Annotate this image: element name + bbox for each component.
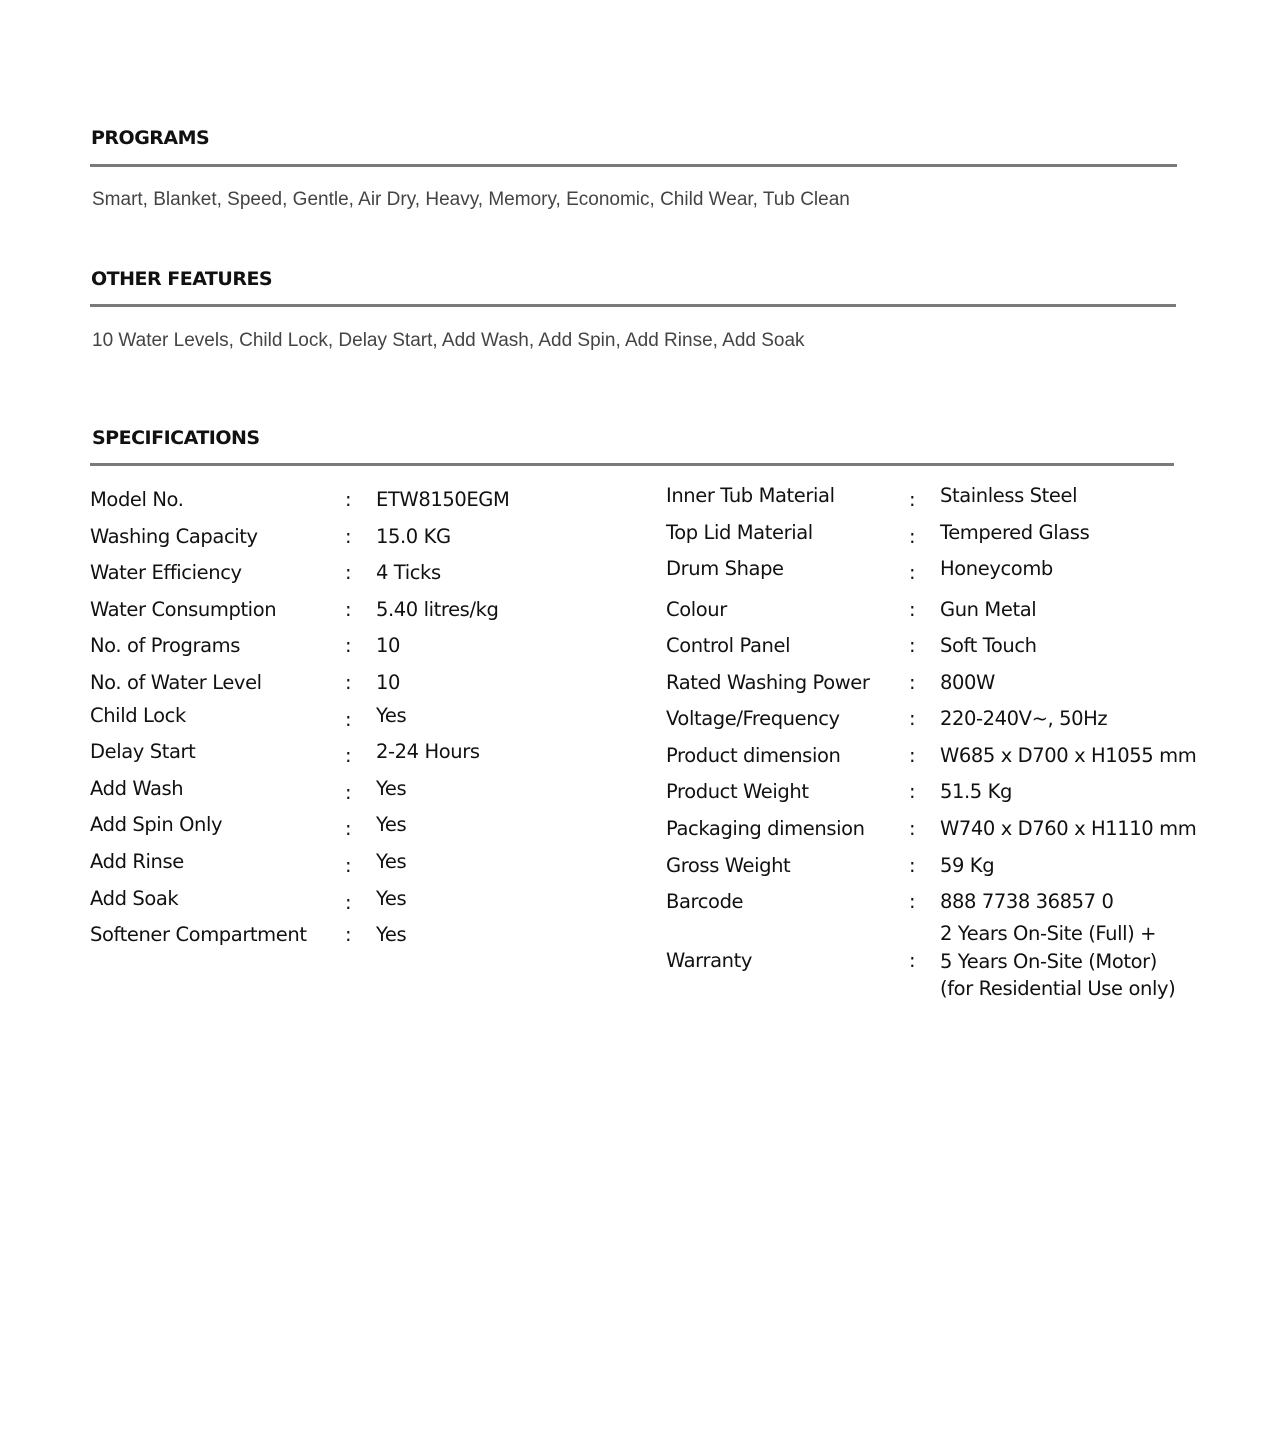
spec-value: Soft Touch [940,634,1037,657]
spec-separator: : [909,890,916,913]
spec-label: Colour [666,598,727,621]
spec-label: Top Lid Material [666,521,813,544]
spec-separator: : [345,923,352,946]
spec-label: Control Panel [666,634,791,657]
spec-value: Honeycomb [940,557,1053,580]
spec-label: Voltage/Frequency [666,707,840,730]
spec-value: 2-24 Hours [376,740,480,763]
spec-label: Water Efficiency [90,561,242,584]
spec-value: Tempered Glass [940,521,1090,544]
spec-separator: : [909,780,916,803]
spec-value: Yes [376,923,407,946]
spec-label: Inner Tub Material [666,484,835,507]
spec-separator: : [909,525,916,548]
specifications-heading: SPECIFICATIONS [92,427,260,449]
spec-value: 5.40 litres/kg [376,598,499,621]
spec-separator: : [345,525,352,548]
spec-value: 10 [376,671,401,694]
spec-separator: : [345,561,352,584]
spec-separator: : [909,671,916,694]
spec-value: 59 Kg [940,854,995,877]
spec-label: Add Spin Only [90,813,223,836]
spec-label: Packaging dimension [666,817,865,840]
spec-value: Gun Metal [940,598,1037,621]
spec-label: Washing Capacity [90,525,258,548]
spec-value: Stainless Steel [940,484,1078,507]
spec-separator: : [909,488,916,511]
spec-separator: : [345,891,352,914]
spec-separator: : [909,854,916,877]
spec-separator: : [909,744,916,767]
spec-separator: : [909,817,916,840]
spec-separator: : [345,488,352,511]
spec-value: W740 x D760 x H1110 mm [940,817,1197,840]
spec-label: Child Lock [90,704,186,727]
spec-value: Yes [376,887,407,910]
spec-label: Product dimension [666,744,841,767]
spec-label: Water Consumption [90,598,277,621]
spec-label: Product Weight [666,780,809,803]
spec-label: Delay Start [90,740,196,763]
spec-label: Add Soak [90,887,179,910]
spec-value: 4 Ticks [376,561,441,584]
spec-separator: : [345,708,352,731]
spec-value: 800W [940,671,995,694]
programs-divider [90,164,1177,167]
spec-label: Model No. [90,488,184,511]
spec-value: 220-240V~, 50Hz [940,707,1108,730]
spec-separator: : [345,744,352,767]
spec-label: Add Wash [90,777,184,800]
spec-label: Warranty [666,949,752,972]
spec-separator: : [909,598,916,621]
spec-separator: : [909,561,916,584]
spec-value: 10 [376,634,401,657]
spec-value: ETW8150EGM [376,488,510,511]
spec-separator: : [345,671,352,694]
other-features-list: 10 Water Levels, Child Lock, Delay Start, Add Wash, Add Spin, Add Rinse, Add Soak [92,330,805,351]
other-features-divider [90,304,1176,307]
spec-separator: : [345,854,352,877]
warranty-line-2: 5 Years On-Site (Motor) [940,950,1157,973]
spec-value: Yes [376,850,407,873]
spec-separator: : [909,949,916,972]
spec-label: Barcode [666,890,744,913]
spec-value: Yes [376,813,407,836]
programs-list: Smart, Blanket, Speed, Gentle, Air Dry, Heavy, Memory, Economic, Child Wear, Tub Clean [92,189,850,210]
spec-separator: : [345,781,352,804]
programs-heading: PROGRAMS [91,127,210,149]
spec-separator: : [345,817,352,840]
spec-label: Drum Shape [666,557,784,580]
spec-separator: : [909,707,916,730]
other-features-heading: OTHER FEATURES [91,268,273,290]
spec-separator: : [345,634,352,657]
spec-value: W685 x D700 x H1055 mm [940,744,1197,767]
spec-value: 15.0 KG [376,525,451,548]
spec-label: Softener Compartment [90,923,307,946]
specifications-divider [90,463,1174,466]
warranty-line-1: 2 Years On-Site (Full) + [940,922,1157,945]
spec-separator: : [909,634,916,657]
spec-label: No. of Water Level [90,671,262,694]
spec-value: 51.5 Kg [940,780,1012,803]
warranty-line-3: (for Residential Use only) [940,977,1176,1000]
spec-value: Yes [376,704,407,727]
spec-value: Yes [376,777,407,800]
spec-label: Gross Weight [666,854,791,877]
spec-label: No. of Programs [90,634,241,657]
spec-separator: : [345,598,352,621]
spec-value: 888 7738 36857 0 [940,890,1114,913]
spec-label: Add Rinse [90,850,184,873]
spec-label: Rated Washing Power [666,671,870,694]
